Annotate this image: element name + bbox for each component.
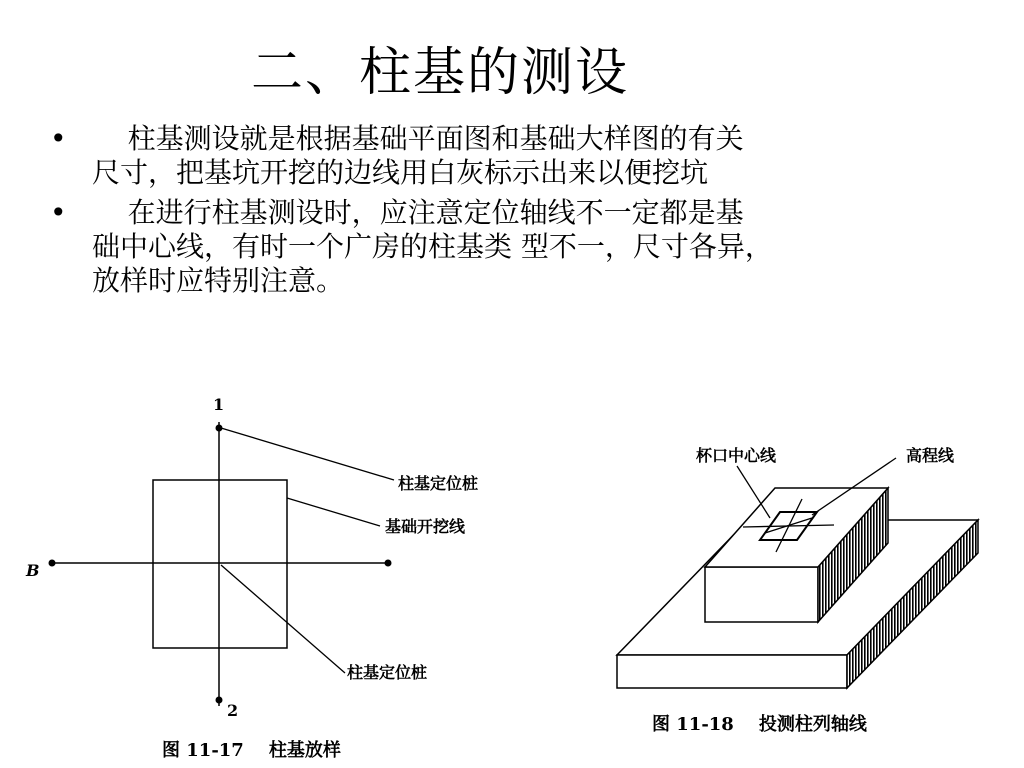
bullet-marker: • — [50, 122, 67, 155]
callout-cup-center-line: 杯口中心线 — [696, 446, 777, 465]
axis-label-b: B — [26, 561, 40, 580]
axis-projection-figure — [600, 430, 1010, 768]
callout-elevation-line: 高程线 — [906, 446, 955, 465]
stake-left — [49, 560, 56, 567]
axis-label-2: 2 — [227, 701, 239, 720]
leader-cup-center — [737, 466, 770, 518]
bullet-list — [50, 122, 920, 304]
leader-stake-bottom — [221, 565, 345, 673]
footing-block-front — [705, 567, 818, 622]
bullet-text: 在进行柱基测设时，应注意定位轴线不一定都是基 础中心线，有时一个广房的柱基类 型不一，尺寸各异， 放样时应特别注意。 — [92, 196, 773, 297]
footing-layout-figure — [0, 380, 520, 768]
figure-caption-left: 图 11-17 柱基放样 — [162, 740, 341, 761]
callout-stake-bottom: 柱基定位桩 — [347, 663, 428, 682]
axis-label-1: 1 — [213, 395, 225, 414]
base-slab-front — [617, 655, 847, 688]
callout-excavation-edge: 基础开挖线 — [385, 517, 466, 536]
excavation-outline — [153, 480, 287, 648]
leader-stake-top — [221, 428, 394, 480]
bullet-text: 柱基测设就是根据基础平面图和基础大样图的有关 尺寸，把基坑开挖的边线用白灰标示出来以便挖坑 — [92, 122, 744, 189]
bullet-item — [50, 122, 920, 190]
stake-bottom — [216, 697, 223, 704]
figure-caption-right: 图 11-18 投测柱列轴线 — [652, 714, 867, 735]
bullet-marker: • — [50, 196, 67, 229]
slide-title: 二、柱基的测设 — [250, 43, 629, 103]
callout-stake-top: 柱基定位桩 — [398, 474, 479, 493]
stake-right — [385, 560, 392, 567]
bullet-item — [50, 196, 920, 298]
leader-edge — [287, 498, 380, 526]
